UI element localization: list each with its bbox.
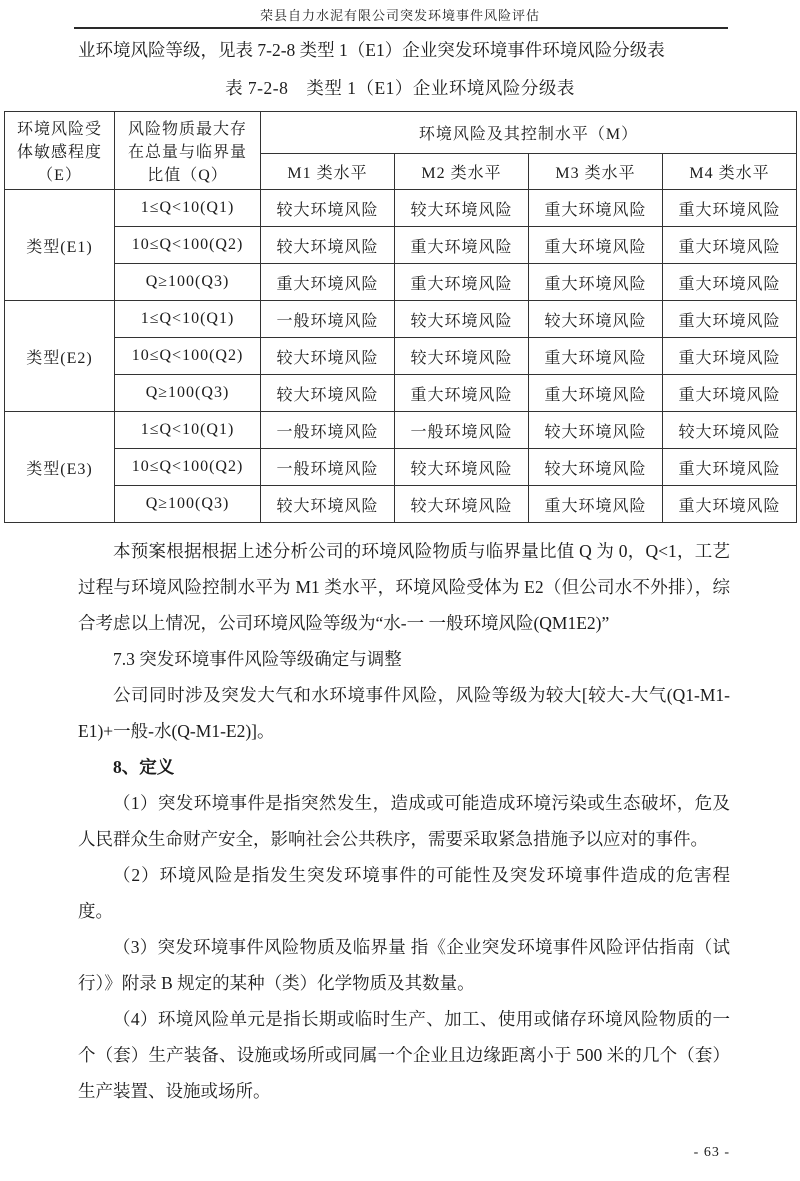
q-range-cell: 1≤Q<10(Q1) <box>115 190 261 227</box>
page-number: - 63 - <box>693 1145 730 1160</box>
q-range-cell: Q≥100(Q3) <box>115 486 261 523</box>
group-label-e1: 类型(E1) <box>5 190 115 301</box>
header-divider <box>74 27 728 29</box>
q-range-cell: 10≤Q<100(Q2) <box>115 449 261 486</box>
group-label-e2: 类型(E2) <box>5 301 115 412</box>
page-header-title: 荣县自力水泥有限公司突发环境事件风险评估 <box>259 8 540 23</box>
table-row <box>5 190 797 227</box>
risk-level-cell: 较大环境风险 <box>395 449 529 486</box>
risk-grading-table <box>4 111 797 523</box>
risk-level-cell: 一般环境风险 <box>395 412 529 449</box>
risk-level-cell: 重大环境风险 <box>663 301 797 338</box>
table-row <box>5 338 797 375</box>
definition-3: （3）突发环境事件风险物质及临界量 指《企业突发环境事件风险评估指南（试行）》附录 B 规定的某种（类）化学物质及其数量。 <box>78 937 730 993</box>
risk-level-cell: 较大环境风险 <box>261 375 395 412</box>
risk-level-cell: 较大环境风险 <box>261 190 395 227</box>
control-level-header: 环境风险及其控制水平（M） <box>261 112 797 154</box>
risk-level-cell: 重大环境风险 <box>395 375 529 412</box>
risk-level-cell: 一般环境风险 <box>261 412 395 449</box>
group-label-e3: 类型(E3) <box>5 412 115 523</box>
table-row <box>5 301 797 338</box>
table-caption: 表 7-2-8 类型 1（E1）企业环境风险分级表 <box>225 78 575 98</box>
risk-level-cell: 重大环境风险 <box>663 449 797 486</box>
risk-level-cell: 重大环境风险 <box>529 264 663 301</box>
m3-level-header: M3 类水平 <box>529 154 663 190</box>
q-range-cell: Q≥100(Q3) <box>115 264 261 301</box>
risk-level-cell: 重大环境风险 <box>529 227 663 264</box>
receptor-sensitivity-header: 环境风险受体敏感程度（E） <box>5 112 115 190</box>
risk-level-cell: 较大环境风险 <box>261 227 395 264</box>
paragraph-conclusion: 本预案根据根据上述分析公司的环境风险物质与临界量比值 Q 为 0，Q<1，工艺过程与环境风险控制水平为 M1 类水平，环境风险受体为 E2（但公司水不外排），综合考虑以上情况，公司环境风险等级为“水-一 一般环境风险(QM1E2)” <box>78 541 730 633</box>
risk-level-cell: 重大环境风险 <box>663 227 797 264</box>
risk-level-cell: 较大环境风险 <box>529 301 663 338</box>
m4-level-header: M4 类水平 <box>663 154 797 190</box>
table-row <box>5 264 797 301</box>
risk-level-cell: 一般环境风险 <box>261 449 395 486</box>
risk-level-cell: 重大环境风险 <box>529 375 663 412</box>
risk-level-cell: 较大环境风险 <box>529 412 663 449</box>
table-row <box>5 486 797 523</box>
heading-definitions: 8、定义 <box>113 757 175 777</box>
table-row <box>5 412 797 449</box>
table-row <box>5 375 797 412</box>
risk-level-cell: 较大环境风险 <box>261 338 395 375</box>
definition-4: （4）环境风险单元是指长期或临时生产、加工、使用或储存环境风险物质的一个（套）生产装备、设施或场所或同属一个企业且边缘距离小于 500 米的几个（套）生产装置、设施或场所。 <box>78 1009 730 1101</box>
risk-level-cell: 较大环境风险 <box>395 338 529 375</box>
risk-level-cell: 较大环境风险 <box>395 486 529 523</box>
risk-level-cell: 较大环境风险 <box>395 301 529 338</box>
risk-level-cell: 重大环境风险 <box>663 338 797 375</box>
risk-level-cell: 重大环境风险 <box>663 190 797 227</box>
risk-level-cell: 重大环境风险 <box>663 486 797 523</box>
risk-level-cell: 重大环境风险 <box>395 227 529 264</box>
q-range-cell: 10≤Q<100(Q2) <box>115 338 261 375</box>
risk-level-cell: 较大环境风险 <box>395 190 529 227</box>
m1-level-header: M1 类水平 <box>261 154 395 190</box>
risk-level-cell: 重大环境风险 <box>663 375 797 412</box>
table-row <box>5 227 797 264</box>
table-row <box>5 449 797 486</box>
q-ratio-header: 风险物质最大存在总量与临界量比值（Q） <box>115 112 261 190</box>
risk-level-cell: 重大环境风险 <box>529 486 663 523</box>
risk-level-cell: 较大环境风险 <box>529 449 663 486</box>
q-range-cell: 1≤Q<10(Q1) <box>115 412 261 449</box>
risk-level-cell: 重大环境风险 <box>261 264 395 301</box>
risk-level-cell: 重大环境风险 <box>663 264 797 301</box>
definition-1: （1）突发环境事件是指突然发生，造成或可能造成环境污染或生态破坏，危及人民群众生命财产安全，影响社会公共秩序，需要采取紧急措施予以应对的事件。 <box>78 793 730 849</box>
risk-level-cell: 较大环境风险 <box>261 486 395 523</box>
risk-level-cell: 重大环境风险 <box>395 264 529 301</box>
body-text-block <box>78 533 730 1109</box>
paragraph-risk-level: 公司同时涉及突发大气和水环境事件风险，风险等级为较大[较大-大气(Q1-M1-E1)+一般-水(Q-M1-E2)]。 <box>78 685 730 741</box>
q-range-cell: 10≤Q<100(Q2) <box>115 227 261 264</box>
m2-level-header: M2 类水平 <box>395 154 529 190</box>
risk-level-cell: 重大环境风险 <box>529 190 663 227</box>
risk-level-cell: 一般环境风险 <box>261 301 395 338</box>
risk-level-cell: 较大环境风险 <box>663 412 797 449</box>
intro-line: 业环境风险等级，见表 7-2-8 类型 1（E1）企业突发环境事件环境风险分级表 <box>78 40 665 60</box>
definition-2: （2）环境风险是指发生突发环境事件的可能性及突发环境事件造成的危害程度。 <box>78 865 730 921</box>
q-range-cell: Q≥100(Q3) <box>115 375 261 412</box>
q-range-cell: 1≤Q<10(Q1) <box>115 301 261 338</box>
risk-level-cell: 重大环境风险 <box>529 338 663 375</box>
heading-7-3: 7.3 突发环境事件风险等级确定与调整 <box>113 649 402 669</box>
